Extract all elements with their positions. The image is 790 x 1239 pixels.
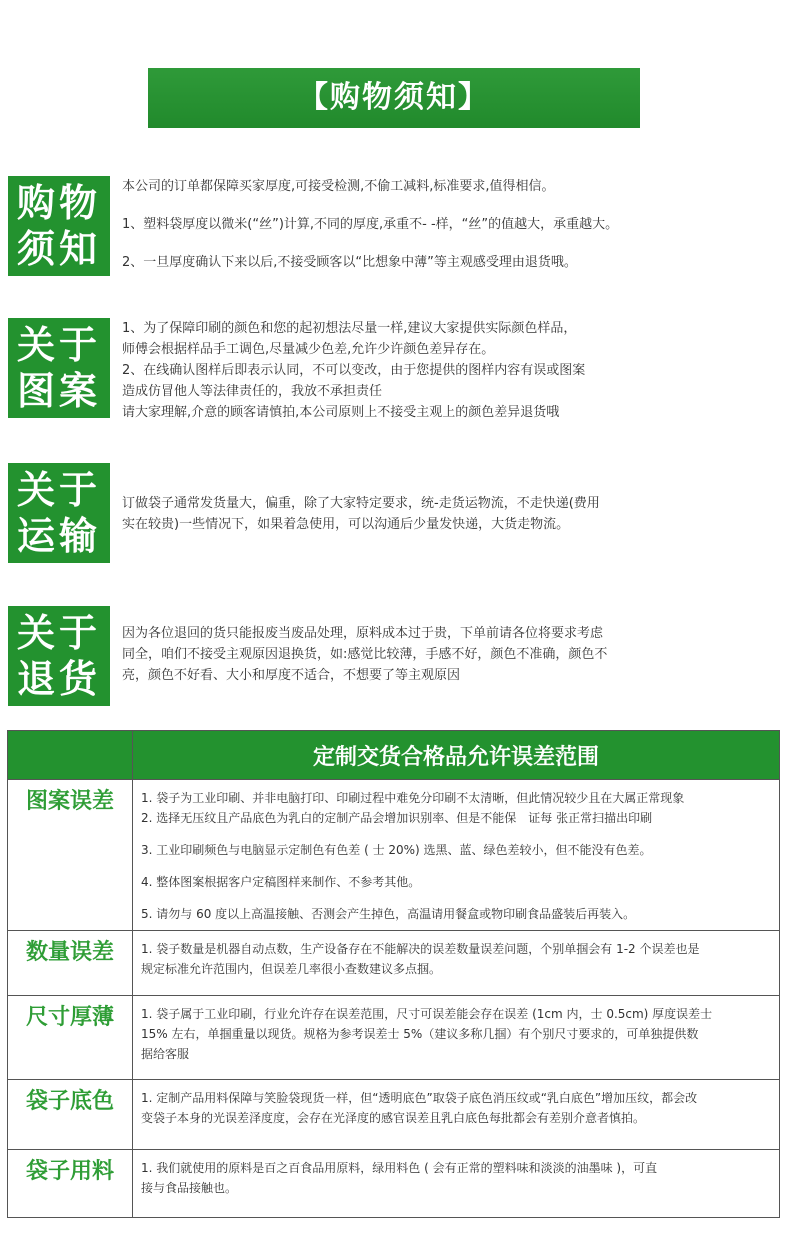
text-line: 亮，颜色不好看、大小和厚度不适合，不想要了等主观原因	[122, 668, 461, 683]
row-line: 变袋子本身的光误差泽度度，会存在光泽度的感官误差且乳白底色每批都会有差别介意者慎拍。	[141, 1111, 646, 1125]
about-returns-text	[122, 623, 742, 686]
table-header-row	[8, 731, 780, 780]
text-line: 1、为了保障印刷的颜色和您的起初想法尽量一样,建议大家提供实际颜色样品，	[122, 321, 577, 336]
about-shipping-text	[122, 493, 742, 535]
badge-line-2: 退货	[16, 657, 101, 701]
row-category: 数量误差	[8, 931, 133, 996]
row-category: 袋子用料	[8, 1150, 133, 1218]
row-line: 1. 袋子为工业印刷、并非电脑打印、印刷过程中难免分印刷不太清晰，但此情况较少且在大属正常现象	[141, 791, 685, 805]
tolerance-table	[7, 730, 780, 1218]
table-title: 定制交货合格品允许误差范围	[133, 731, 780, 780]
text-line: 1、塑料袋厚度以微米(“丝”)计算,不同的厚度,承重不- -样，“丝”的值越大，承重越大。	[122, 217, 619, 232]
badge-about-returns	[8, 606, 110, 706]
shopping-notice-text	[122, 176, 742, 273]
badge-about-shipping	[8, 463, 110, 563]
row-category: 尺寸厚薄	[8, 996, 133, 1080]
badge-line-1: 购物	[16, 181, 101, 225]
table-row	[8, 931, 780, 996]
header-blank-cell	[8, 731, 133, 780]
row-line: 1. 袋子属于工业印刷，行业允许存在误差范围，尺寸可误差能会存在误差 (1cm 内，士 0.5cm) 厚度误差士	[141, 1007, 713, 1021]
table-row	[8, 780, 780, 931]
text-line: 2、在线确认图样后即表示认同，不可以变改，由于您提供的图样内容有误或图案	[122, 363, 586, 378]
badge-line-1: 关于	[16, 611, 101, 655]
row-category: 袋子底色	[8, 1080, 133, 1150]
table-row	[8, 1080, 780, 1150]
row-line: 1. 定制产品用料保障与笑脸袋现货一样，但“透明底色”取袋子底色消压纹或“乳白底色”增加压纹，都会改	[141, 1091, 698, 1105]
text-line: 同全，咱们不接受主观原因退换货，如:感觉比较薄，手感不好，颜色不准确，颜色不	[122, 647, 608, 662]
page-banner: 【购物须知】	[148, 68, 640, 128]
row-category: 图案误差	[8, 780, 133, 931]
row-content	[133, 780, 780, 931]
badge-line-1: 关于	[16, 323, 101, 367]
row-content	[133, 1080, 780, 1150]
row-line: 4. 整体图案根据客户定稿图样来制作、不参考其他。	[141, 875, 421, 889]
table-row	[8, 996, 780, 1080]
text-line: 实在较贵)一些情况下，如果着急使用，可以沟通后少量发快递，大货走物流。	[122, 517, 570, 532]
badge-line-1: 关于	[16, 468, 101, 512]
text-line: 2、一旦厚度确认下来以后,不接受顾客以“比想象中薄”等主观感受理由退货哦。	[122, 255, 577, 270]
table-row	[8, 1150, 780, 1218]
row-line: 1. 袋子数量是机器自动点数，生产设备存在不能解决的误差数量误差问题，个别单掴会有 1-2 个误差也是	[141, 942, 700, 956]
row-content	[133, 931, 780, 996]
row-line: 规定标准允许范围内，但误差几率很小查数建议多点掴。	[141, 962, 442, 976]
row-line: 1. 我们就使用的原料是百之百食品用原料，绿用料色 ( 会有正常的塑料味和淡淡的油墨味 )，可直	[141, 1161, 658, 1175]
text-line: 本公司的订单都保障买家厚度,可接受检测,不偷工减料,标准要求,值得相信。	[122, 179, 555, 194]
row-line: 2. 选择无压纹且产品底色为乳白的定制产品会增加识别率、但是不能保 证每 张正常扫描出印刷	[141, 811, 653, 825]
badge-line-2: 运输	[16, 514, 101, 558]
badge-line-2: 图案	[16, 369, 101, 413]
row-line: 接与食品接触也。	[141, 1181, 238, 1195]
badge-line-2: 须知	[16, 227, 101, 271]
text-line: 师傅会根据样品手工调色,尽量减少色差,允许少许颜色差异存在。	[122, 342, 495, 357]
badge-about-pattern	[8, 318, 110, 418]
text-line: 订做袋子通常发货量大，偏重，除了大家特定要求，统-走货运物流，不走快递(费用	[122, 496, 600, 511]
text-line: 请大家理解,介意的顾客请慎拍,本公司原则上不接受主观上的颜色差异退货哦	[122, 405, 560, 420]
text-line: 造成仿冒他人等法律责任的，我放不承担责任	[122, 384, 383, 399]
row-line: 3. 工业印刷频色与电脑显示定制色有色差 ( 士 20%) 选黑、蓝、绿色差较小，但不能没有色差。	[141, 843, 652, 857]
badge-shopping-notice	[8, 176, 110, 276]
row-line: 15% 左右，单掴重量以现货。规格为参考误差士 5%（建议多称几掴）有个别尺寸要求的，可单独提供数	[141, 1027, 699, 1041]
row-content	[133, 1150, 780, 1218]
text-line: 因为各位退回的货只能报废当废品处理，原料成本过于贵，下单前请各位将要求考虑	[122, 626, 604, 641]
about-pattern-text	[122, 318, 742, 423]
row-line: 据给客服	[141, 1047, 190, 1061]
row-line: 5. 请勿与 60 度以上高温接触、否测会产生掉色，高温请用餐盒或物印刷食品盛装后再装入。	[141, 907, 636, 921]
row-content	[133, 996, 780, 1080]
